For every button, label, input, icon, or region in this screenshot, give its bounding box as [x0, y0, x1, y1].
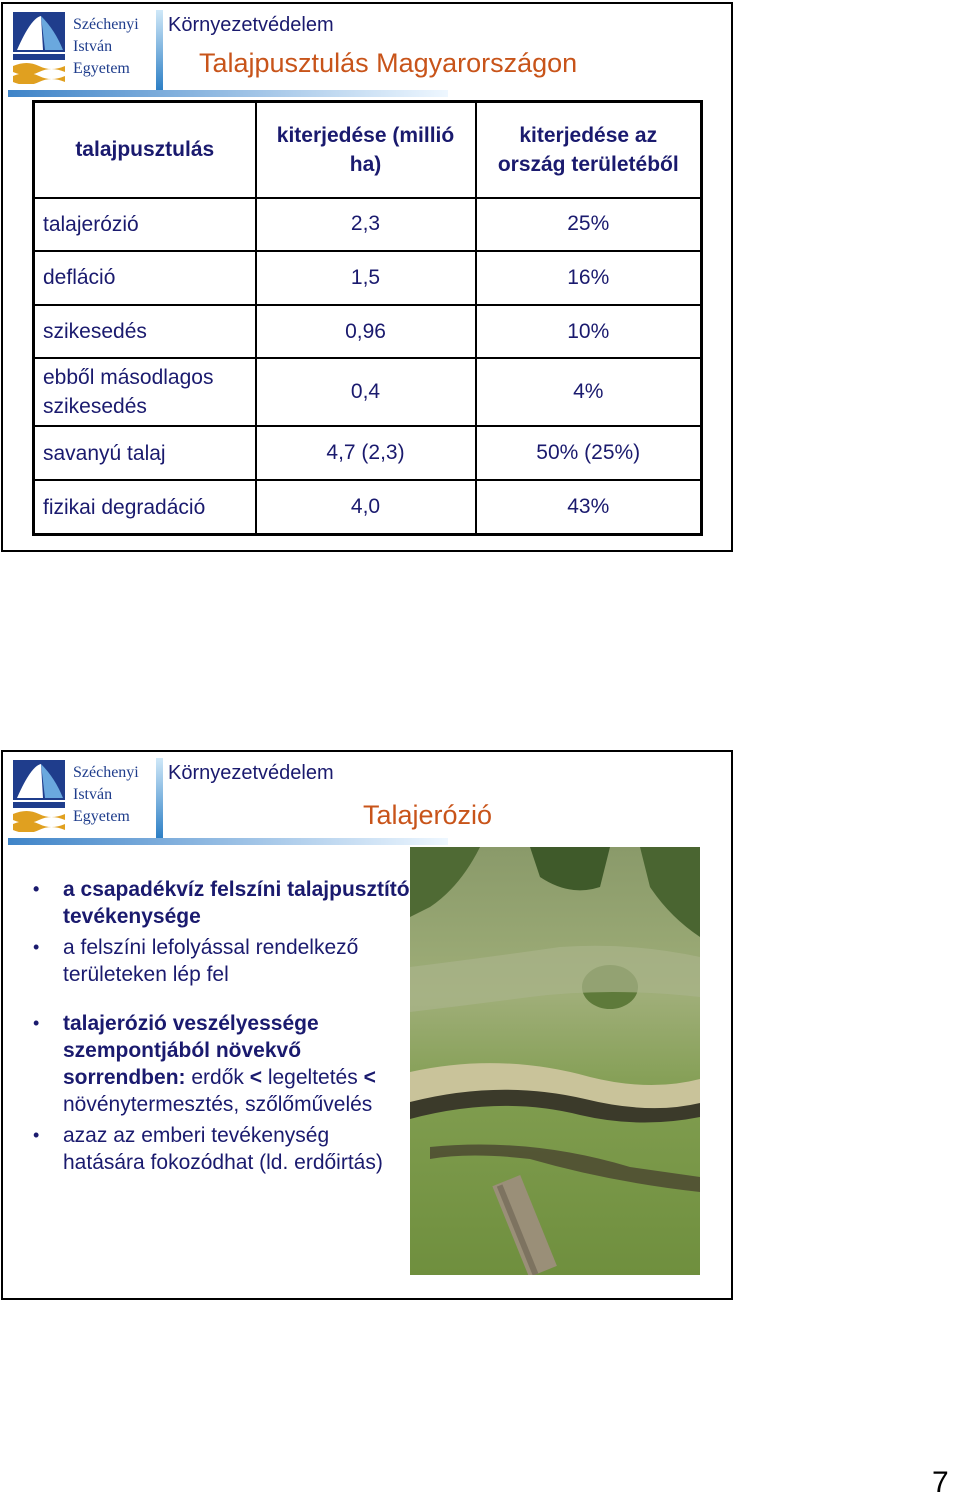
- bullet-icon: •: [33, 1013, 40, 1033]
- table-header-cell: kiterjedése (millió ha): [256, 102, 476, 198]
- table-cell: 4%: [476, 358, 702, 426]
- list-item: [33, 1010, 413, 1118]
- bullet-text: azaz az emberi tevékenység hatására fokozódhat (ld. erdőirtás): [63, 1124, 383, 1174]
- table-cell: 10%: [476, 305, 702, 359]
- header-horizontal-bar: [8, 838, 448, 845]
- table-cell: 1,5: [256, 251, 476, 305]
- table-cell: ebből másodlagos szikesedés: [34, 358, 256, 426]
- header-horizontal-bar: [8, 90, 448, 97]
- bullet-icon: •: [33, 879, 40, 899]
- university-name: [73, 762, 139, 828]
- university-logo-icon: [11, 758, 67, 832]
- slide-2: [1, 750, 733, 1300]
- table-cell: szikesedés: [34, 305, 256, 359]
- table-row: [34, 305, 702, 359]
- soil-degradation-table: [32, 100, 703, 536]
- table-row: [34, 358, 702, 426]
- bullet-text: erdők: [185, 1066, 250, 1089]
- university-name-line: Széchenyi: [73, 764, 139, 781]
- table-cell: 2,3: [256, 198, 476, 252]
- list-item: [33, 876, 413, 930]
- page-number: 7: [932, 1466, 949, 1499]
- bullet-text: a csapadékvíz felszíni talajpusztító tevékenysége: [63, 878, 410, 928]
- university-name-line: Széchenyi: [73, 16, 139, 33]
- list-item: [33, 1122, 413, 1176]
- table-cell: fizikai degradáció: [34, 480, 256, 535]
- erosion-hillside-photo: [410, 847, 700, 1275]
- slide-1: [1, 2, 733, 552]
- table-cell: talajerózió: [34, 198, 256, 252]
- bullet-icon: •: [33, 1125, 40, 1145]
- university-name: [73, 14, 139, 80]
- bullet-list: [33, 876, 413, 1176]
- table-row: [34, 251, 702, 305]
- table-cell: 43%: [476, 480, 702, 535]
- bullet-icon: •: [33, 937, 40, 957]
- table-cell: 0,96: [256, 305, 476, 359]
- list-item: [33, 934, 413, 988]
- table-header-cell: talajpusztulás: [34, 102, 256, 198]
- header-vertical-bar: [156, 758, 163, 838]
- header-vertical-bar: [156, 10, 163, 90]
- table-cell: 4,7 (2,3): [256, 426, 476, 480]
- university-name-line: István: [73, 786, 113, 803]
- university-logo-icon: [11, 10, 67, 84]
- table-cell: 16%: [476, 251, 702, 305]
- slide-title: Talajerózió: [363, 800, 493, 830]
- less-than-symbol: <: [363, 1066, 376, 1089]
- university-name-line: István: [73, 38, 113, 55]
- university-name-line: Egyetem: [73, 808, 130, 825]
- department-label: Környezetvédelem: [168, 762, 334, 784]
- table-row: [34, 480, 702, 535]
- department-label: Környezetvédelem: [168, 14, 334, 36]
- bullet-text: legeltetés: [261, 1066, 364, 1089]
- bullet-text-bold: talajerózió veszélyessége szempontjából növekvő sorrendben:: [63, 1012, 319, 1089]
- table-cell: 0,4: [256, 358, 476, 426]
- slide-title: Talajpusztulás Magyarországon: [199, 48, 578, 78]
- soil-degradation-table-wrapper: [32, 100, 700, 536]
- less-than-symbol: <: [249, 1066, 262, 1089]
- table-header-row: [34, 102, 702, 198]
- university-name-line: Egyetem: [73, 60, 130, 77]
- table-cell: 50% (25%): [476, 426, 702, 480]
- table-row: [34, 198, 702, 252]
- table-row: [34, 426, 702, 480]
- table-cell: savanyú talaj: [34, 426, 256, 480]
- table-cell: 25%: [476, 198, 702, 252]
- table-header-cell: kiterjedése az ország területéből: [476, 102, 702, 198]
- table-cell: 4,0: [256, 480, 476, 535]
- bullet-text: növénytermesztés, szőlőművelés: [63, 1093, 373, 1116]
- table-cell: defláció: [34, 251, 256, 305]
- bullet-text: a felszíni lefolyással rendelkező területeken lép fel: [63, 936, 359, 986]
